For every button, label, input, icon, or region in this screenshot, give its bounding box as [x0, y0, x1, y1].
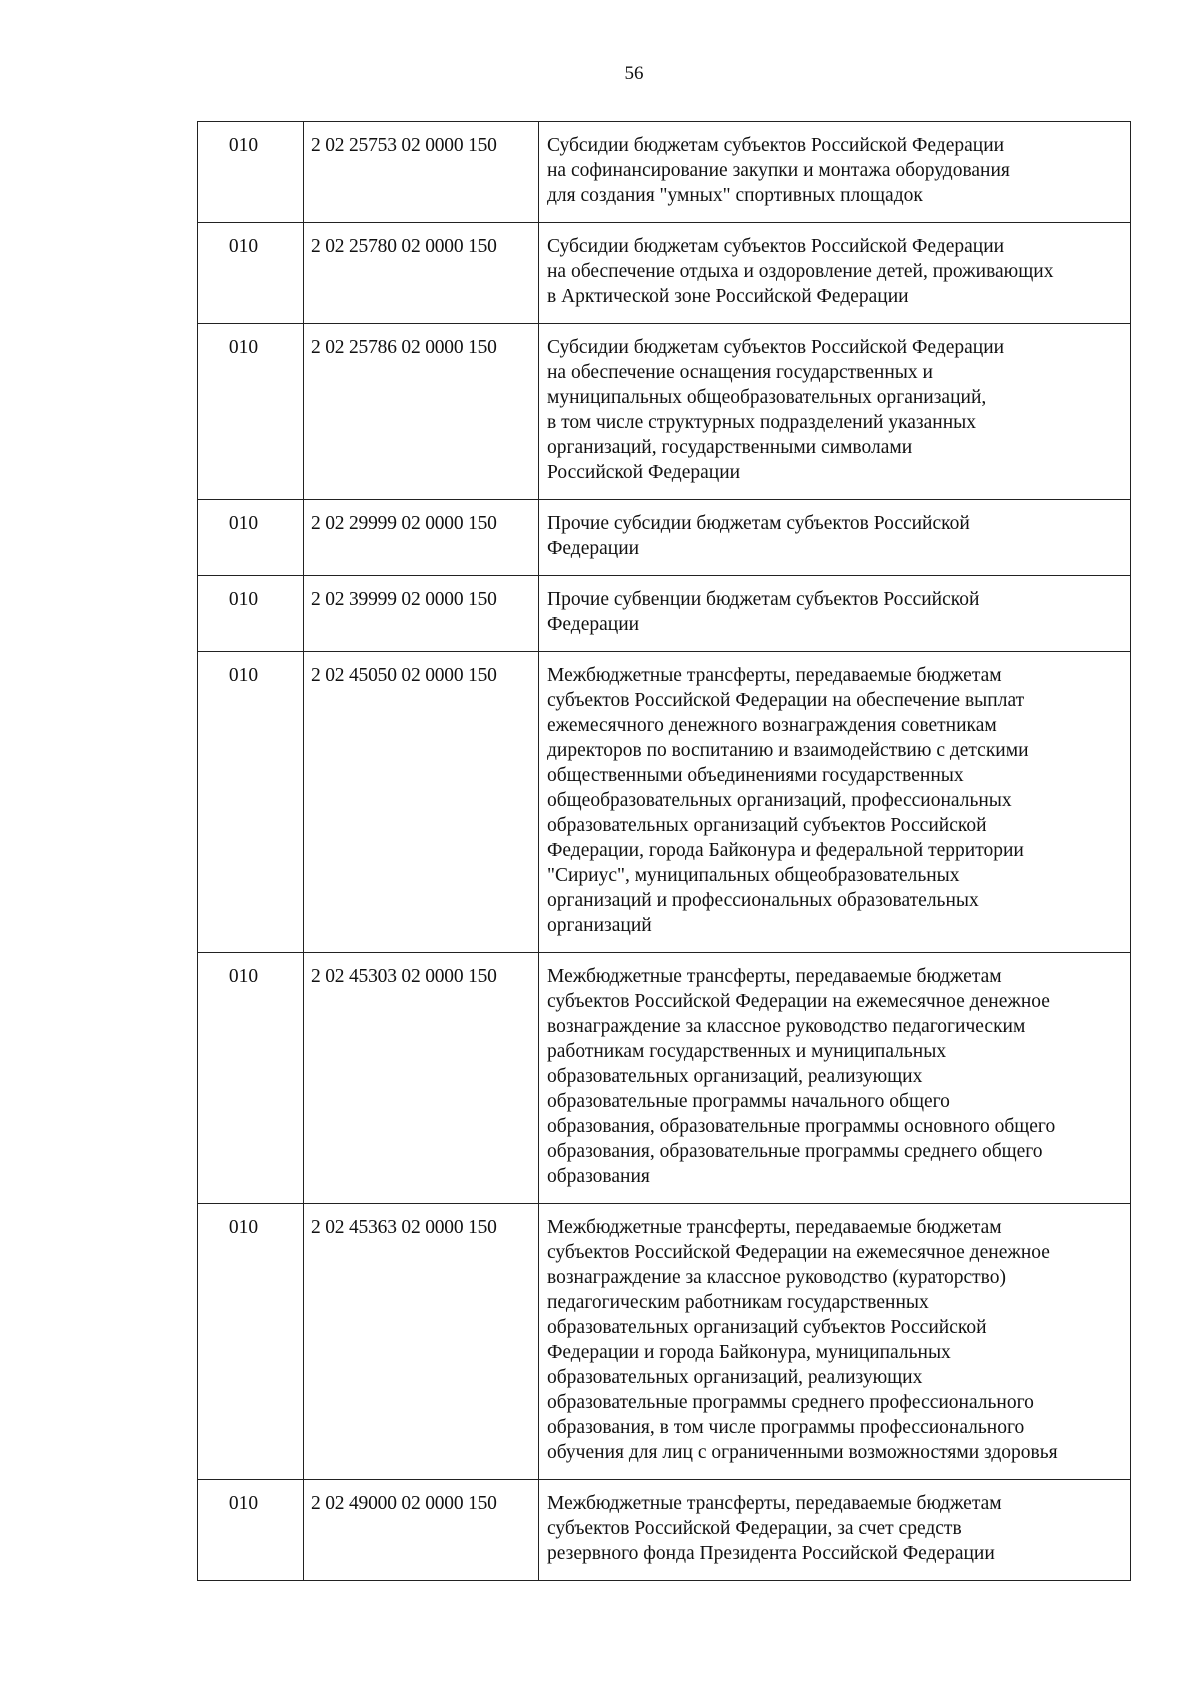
- description-cell: [539, 122, 1131, 223]
- description-line: общественными объединениями государственных: [547, 765, 964, 786]
- budget-code-cell: 2 02 39999 02 0000 150: [304, 576, 539, 652]
- budget-codes-table: [197, 121, 1131, 1581]
- description-line: работникам государственных и муниципальных: [547, 1041, 947, 1062]
- description-line: Федерации: [547, 614, 640, 635]
- description-line: Межбюджетные трансферты, передаваемые бюджетам: [547, 966, 1002, 987]
- budget-code-cell: 2 02 29999 02 0000 150: [304, 500, 539, 576]
- table-body: [198, 122, 1131, 1581]
- description-line: образовательные программы начального общего: [547, 1091, 950, 1112]
- description-line: педагогическим работникам государственных: [547, 1292, 929, 1313]
- description-line: Прочие субвенции бюджетам субъектов Российской: [547, 589, 980, 610]
- description-line: образовательных организаций субъектов Российской: [547, 815, 987, 836]
- description-line: Межбюджетные трансферты, передаваемые бюджетам: [547, 665, 1002, 686]
- description-line: субъектов Российской Федерации на ежемесячное денежное: [547, 991, 1050, 1012]
- admin-code-cell: 010: [198, 223, 304, 324]
- budget-code-cell: 2 02 45050 02 0000 150: [304, 652, 539, 953]
- description-line: Межбюджетные трансферты, передаваемые бюджетам: [547, 1493, 1002, 1514]
- description-line: организаций, государственными символами: [547, 437, 913, 458]
- description-line: субъектов Российской Федерации на обеспечение выплат: [547, 690, 1025, 711]
- description-line: Российской Федерации: [547, 462, 741, 483]
- table-row: [198, 223, 1131, 324]
- table-row: [198, 500, 1131, 576]
- description-line: организаций: [547, 915, 652, 936]
- budget-code-cell: 2 02 45303 02 0000 150: [304, 953, 539, 1204]
- description-line: образовательных организаций субъектов Российской: [547, 1317, 987, 1338]
- budget-code-cell: 2 02 25786 02 0000 150: [304, 324, 539, 500]
- table-row: [198, 576, 1131, 652]
- description-cell: [539, 223, 1131, 324]
- description-line: образовательные программы среднего профессионального: [547, 1392, 1034, 1413]
- description-cell: [539, 1204, 1131, 1480]
- description-line: резервного фонда Президента Российской Федерации: [547, 1543, 995, 1564]
- description-line: обучения для лиц с ограниченными возможностями здоровья: [547, 1442, 1058, 1463]
- description-line: Субсидии бюджетам субъектов Российской Федерации: [547, 236, 1005, 257]
- table-row: [198, 652, 1131, 953]
- admin-code-cell: 010: [198, 1204, 304, 1480]
- description-line: организаций и профессиональных образовательных: [547, 890, 979, 911]
- description-line: Прочие субсидии бюджетам субъектов Российской: [547, 513, 970, 534]
- description-line: муниципальных общеобразовательных организаций,: [547, 387, 987, 408]
- table-row: [198, 122, 1131, 223]
- description-cell: [539, 1480, 1131, 1581]
- description-line: на обеспечение оснащения государственных и: [547, 362, 933, 383]
- description-line: образования: [547, 1166, 650, 1187]
- budget-code-cell: 2 02 45363 02 0000 150: [304, 1204, 539, 1480]
- description-cell: [539, 324, 1131, 500]
- admin-code-cell: 010: [198, 324, 304, 500]
- description-line: Субсидии бюджетам субъектов Российской Федерации: [547, 337, 1005, 358]
- description-line: директоров по воспитанию и взаимодействию с детскими: [547, 740, 1029, 761]
- admin-code-cell: 010: [198, 500, 304, 576]
- table-row: [198, 953, 1131, 1204]
- admin-code-cell: 010: [198, 652, 304, 953]
- description-line: образования, образовательные программы основного общего: [547, 1116, 1056, 1137]
- description-line: образования, в том числе программы профессионального: [547, 1417, 1025, 1438]
- description-cell: [539, 576, 1131, 652]
- description-line: образования, образовательные программы среднего общего: [547, 1141, 1043, 1162]
- description-line: ежемесячного денежного вознаграждения советникам: [547, 715, 997, 736]
- description-line: на софинансирование закупки и монтажа оборудования: [547, 160, 1010, 181]
- budget-code-cell: 2 02 25753 02 0000 150: [304, 122, 539, 223]
- description-line: Межбюджетные трансферты, передаваемые бюджетам: [547, 1217, 1002, 1238]
- description-line: вознаграждение за классное руководство педагогическим: [547, 1016, 1026, 1037]
- description-line: на обеспечение отдыха и оздоровление детей, проживающих: [547, 261, 1054, 282]
- description-line: для создания "умных" спортивных площадок: [547, 185, 923, 206]
- budget-code-cell: 2 02 25780 02 0000 150: [304, 223, 539, 324]
- description-cell: [539, 652, 1131, 953]
- description-line: вознаграждение за классное руководство (кураторство): [547, 1267, 1006, 1288]
- description-line: в том числе структурных подразделений указанных: [547, 412, 977, 433]
- description-line: общеобразовательных организаций, профессиональных: [547, 790, 1012, 811]
- description-line: Субсидии бюджетам субъектов Российской Федерации: [547, 135, 1005, 156]
- admin-code-cell: 010: [198, 576, 304, 652]
- admin-code-cell: 010: [198, 122, 304, 223]
- description-line: в Арктической зоне Российской Федерации: [547, 286, 909, 307]
- table-row: [198, 1204, 1131, 1480]
- admin-code-cell: 010: [198, 1480, 304, 1581]
- description-line: Федерации: [547, 538, 640, 559]
- description-cell: [539, 953, 1131, 1204]
- description-line: субъектов Российской Федерации, за счет средств: [547, 1518, 962, 1539]
- description-line: "Сириус", муниципальных общеобразовательных: [547, 865, 960, 886]
- description-line: образовательных организаций, реализующих: [547, 1367, 923, 1388]
- table-row: [198, 1480, 1131, 1581]
- budget-code-cell: 2 02 49000 02 0000 150: [304, 1480, 539, 1581]
- page-number: 56: [624, 63, 644, 84]
- admin-code-cell: 010: [198, 953, 304, 1204]
- table-row: [198, 324, 1131, 500]
- description-line: образовательных организаций, реализующих: [547, 1066, 923, 1087]
- description-cell: [539, 500, 1131, 576]
- description-line: субъектов Российской Федерации на ежемесячное денежное: [547, 1242, 1050, 1263]
- description-line: Федерации, города Байконура и федеральной территории: [547, 840, 1024, 861]
- description-line: Федерации и города Байконура, муниципальных: [547, 1342, 951, 1363]
